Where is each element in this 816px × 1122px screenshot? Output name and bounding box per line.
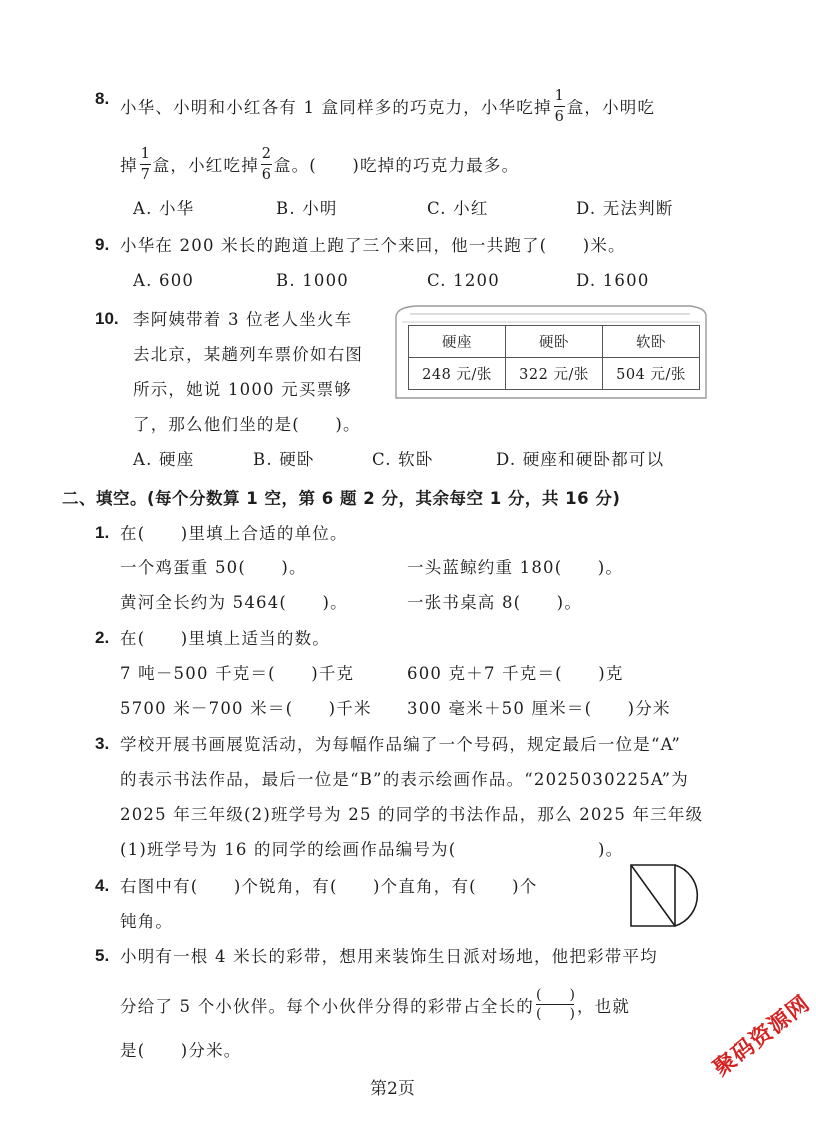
q8-fraction-3 xyxy=(261,145,272,184)
f3-line-1: 学校开展书画展览活动，为每幅作品编了一个号码，规定最后一位是“A” xyxy=(120,735,681,754)
f2-item-1: 7 吨－500 千克＝( )千克 xyxy=(120,664,355,683)
q8-option-d[interactable]: D. 无法判断 xyxy=(576,199,674,218)
q8-option-b[interactable]: B. 小明 xyxy=(276,199,338,218)
q8-line1 xyxy=(120,89,655,128)
f5-line-1: 小明有一根 4 米长的彩带，想用来装饰生日派对场地，他把彩带平均 xyxy=(120,947,658,966)
q9-option-b[interactable]: B. 1000 xyxy=(276,271,350,290)
q10-option-b[interactable]: B. 硬卧 xyxy=(253,450,315,469)
f2-number: 2. xyxy=(95,628,110,647)
q10-option-c[interactable]: C. 软卧 xyxy=(372,450,434,469)
angle-figure xyxy=(628,862,708,932)
f5-number: 5. xyxy=(95,946,110,965)
section2-heading: 二、填空。(每个分数算 1 空，第 6 题 2 分，其余每空 1 分，共 16 分) xyxy=(62,489,621,508)
f1-text: 在( )里填上合适的单位。 xyxy=(120,524,348,543)
q8-fraction-1 xyxy=(554,87,565,126)
q8-option-a[interactable]: A. 小华 xyxy=(133,199,195,218)
f1-number: 1. xyxy=(95,523,110,542)
q8-line2-text-b: 盒，小红吃掉 xyxy=(152,156,259,175)
f5-line-3: 是( )分米。 xyxy=(120,1041,242,1060)
fraction-numerator: 2 xyxy=(261,146,272,162)
q9-text: 小华在 200 米长的跑道上跑了三个来回，他一共跑了( )米。 xyxy=(120,236,626,255)
page-number: 第2页 xyxy=(370,1079,415,1099)
f1-item-1: 一个鸡蛋重 50( )。 xyxy=(120,558,307,577)
f3-line-2: 的表示书法作品，最后一位是“B”的表示绘画作品。“2025030225A”为 xyxy=(120,770,689,789)
f3-line-4: (1)班学号为 16 的同学的绘画作品编号为( )。 xyxy=(120,840,624,859)
q9-option-a[interactable]: A. 600 xyxy=(133,271,195,290)
fare-header-hard-seat: 硬座 xyxy=(409,326,506,358)
f2-item-3: 5700 米－700 米＝( )千米 xyxy=(120,699,372,718)
q10-number: 10. xyxy=(95,309,119,328)
q8-line2-text-a: 掉 xyxy=(120,156,138,175)
fraction-denominator: ( ) xyxy=(536,1006,575,1022)
f2-text: 在( )里填上适当的数。 xyxy=(120,629,330,648)
q10-line-2: 去北京，某趟列车票价如右图 xyxy=(133,345,364,364)
f2-item-2: 600 克＋7 千克＝( )克 xyxy=(407,664,624,683)
fare-header-soft-sleeper: 软卧 xyxy=(603,326,700,358)
f3-number: 3. xyxy=(95,734,110,753)
watermark-stamp: 聚码资源网 xyxy=(709,991,816,1082)
q8-line2-text-c: 盒。( )吃掉的巧克力最多。 xyxy=(273,156,520,175)
f5-line2-text-b: ，也就 xyxy=(576,997,631,1016)
fraction-denominator: 6 xyxy=(261,167,272,183)
q8-option-c[interactable]: C. 小红 xyxy=(427,199,489,218)
q9-option-c[interactable]: C. 1200 xyxy=(427,271,500,290)
q10-option-d[interactable]: D. 硬座和硬卧都可以 xyxy=(496,450,665,469)
f4-line-1: 右图中有( )个锐角，有( )个直角，有( )个 xyxy=(120,877,538,896)
fraction-numerator: ( ) xyxy=(536,987,575,1003)
q8-line2 xyxy=(120,147,519,186)
f5-line-2 xyxy=(120,987,631,1025)
q10-option-a[interactable]: A. 硬座 xyxy=(133,450,195,469)
q10-line-4: 了，那么他们坐的是( )。 xyxy=(133,415,361,434)
fraction-denominator: 7 xyxy=(140,167,150,183)
q10-line-3: 所示，她说 1000 元买票够 xyxy=(133,380,352,399)
f3-line-3: 2025 年三年级(2)班学号为 25 的同学的书法作品，那么 2025 年三年级 xyxy=(120,805,704,824)
q10-line-1: 李阿姨带着 3 位老人坐火车 xyxy=(133,310,353,329)
f5-blank-fraction xyxy=(536,987,575,1022)
f4-number: 4. xyxy=(95,876,110,895)
f4-line-2: 钝角。 xyxy=(120,912,174,931)
q9-option-d[interactable]: D. 1600 xyxy=(576,271,650,290)
q8-line1-text-b: 盒，小明吃 xyxy=(566,98,656,117)
q8-number: 8. xyxy=(95,89,110,108)
f5-line2-text-a: 分给了 5 个小伙伴。每个小伙伴分得的彩带占全长的 xyxy=(120,997,534,1016)
fraction-numerator: 1 xyxy=(554,88,564,104)
fare-price-hard-seat: 248 元/张 xyxy=(409,358,506,390)
f1-item-4: 一张书桌高 8( )。 xyxy=(407,593,583,612)
fraction-numerator: 1 xyxy=(140,146,150,162)
f1-item-3: 黄河全长约为 5464( )。 xyxy=(120,593,348,612)
fare-table xyxy=(408,325,700,390)
fare-header-hard-sleeper: 硬卧 xyxy=(506,326,603,358)
q9-number: 9. xyxy=(95,235,110,254)
fraction-denominator: 6 xyxy=(554,109,564,125)
f2-item-4: 300 毫米＋50 厘米＝( )分米 xyxy=(407,699,671,718)
fare-price-hard-sleeper: 322 元/张 xyxy=(506,358,603,390)
fare-price-soft-sleeper: 504 元/张 xyxy=(603,358,700,390)
q8-fraction-2 xyxy=(140,145,151,184)
q8-line1-text-a: 小华、小明和小红各有 1 盒同样多的巧克力，小华吃掉 xyxy=(120,98,552,117)
f1-item-2: 一头蓝鲸约重 180( )。 xyxy=(407,558,624,577)
